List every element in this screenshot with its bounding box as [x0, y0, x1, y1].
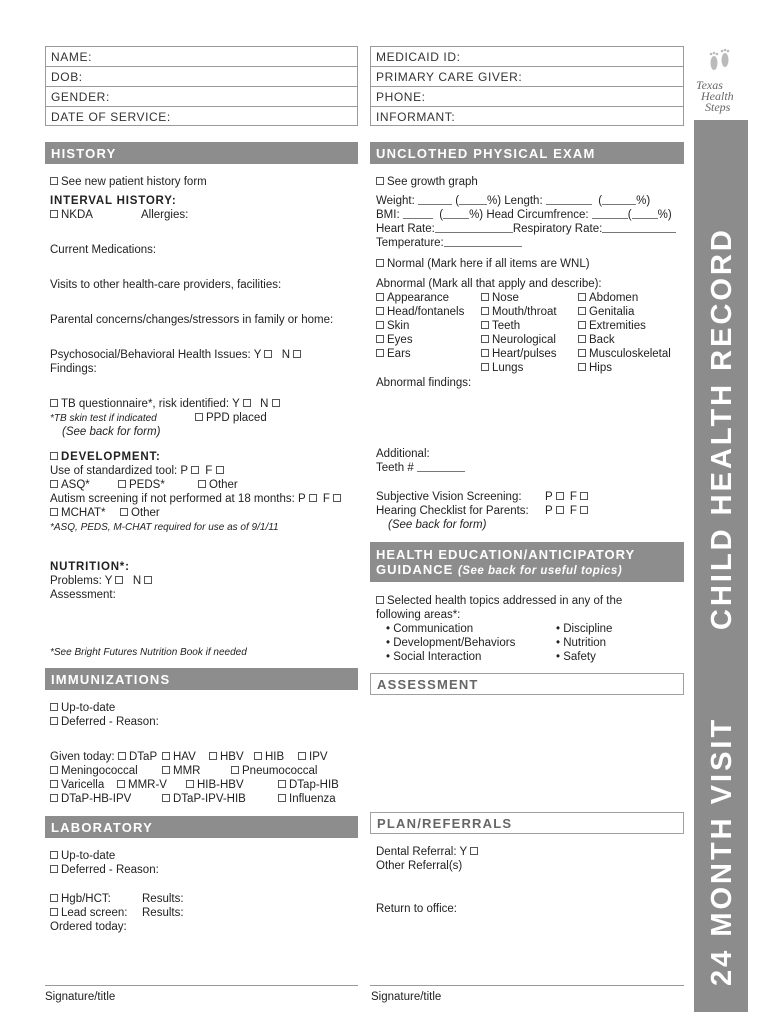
checkbox[interactable]	[50, 766, 58, 774]
psychosocial-label: Psychosocial/Behavioral Health Issues: Y N	[50, 348, 304, 362]
dental-referral[interactable]: Dental Referral: Y	[376, 845, 481, 859]
checkbox[interactable]	[481, 349, 489, 357]
education-header-line1: HEALTH EDUCATION/ANTICIPATORY	[376, 547, 636, 562]
checkbox[interactable]	[162, 766, 170, 774]
child-health-record-title: CHILD HEALTH RECORD	[706, 227, 738, 630]
checkbox[interactable]	[309, 494, 317, 502]
growth-graph-option[interactable]: See growth graph	[376, 175, 478, 189]
checkbox[interactable]	[556, 506, 564, 514]
checkbox[interactable]	[376, 321, 384, 329]
heart-resp-line: Heart Rate: Respiratory Rate:	[376, 222, 676, 236]
autism-screening: Autism screening if not performed at 18 months: P F	[50, 492, 344, 506]
texas-health-steps-logo	[694, 46, 748, 120]
exam-lungs[interactable]: Lungs	[481, 361, 523, 375]
vaccine-ipv[interactable]: IPV	[298, 750, 328, 764]
exam-heart-pulses[interactable]: Heart/pulses	[481, 347, 557, 361]
additional-label: Additional:	[376, 448, 430, 460]
checkbox[interactable]	[50, 452, 58, 460]
hgb-hct-option[interactable]: Hgb/HCT:	[50, 892, 111, 906]
given-today-label: Given today:	[50, 751, 115, 763]
findings-label: Findings:	[50, 363, 97, 375]
checkbox[interactable]	[50, 717, 58, 725]
logo-text-texas: Texas	[696, 78, 723, 92]
checkbox[interactable]	[580, 492, 588, 500]
checkbox[interactable]	[578, 363, 586, 371]
topic-discipline: • Discipline	[556, 623, 613, 635]
primary-care-giver-field[interactable]: PRIMARY CARE GIVER:	[371, 67, 683, 87]
checkbox[interactable]	[209, 752, 217, 760]
checkbox[interactable]	[50, 894, 58, 902]
selected-topics-option[interactable]: Selected health topics addressed in any of the	[376, 594, 622, 608]
mchat-option[interactable]: MCHAT*	[50, 506, 106, 520]
lead-results-label: Results:	[142, 907, 184, 919]
normal-option[interactable]: Normal (Mark here if all items are WNL)	[376, 257, 590, 271]
nutrition-label: NUTRITION*:	[50, 561, 130, 573]
vaccine-hbv[interactable]: HBV	[209, 750, 244, 764]
exam-head-fontanels[interactable]: Head/fontanels	[376, 305, 464, 319]
checkbox[interactable]	[278, 794, 286, 802]
current-medications-label: Current Medications:	[50, 244, 157, 256]
exam-extremities[interactable]: Extremities	[578, 319, 646, 333]
checkbox[interactable]	[117, 780, 125, 788]
exam-ears[interactable]: Ears	[376, 347, 411, 361]
patient-info-left	[45, 46, 358, 126]
name-field[interactable]: NAME:	[46, 47, 357, 67]
checkbox[interactable]	[198, 480, 206, 488]
informant-field[interactable]: INFORMANT:	[376, 110, 456, 124]
checkbox[interactable]	[580, 506, 588, 514]
dob-field[interactable]: DOB:	[46, 67, 357, 87]
lab-deferred-option[interactable]: Deferred - Reason:	[50, 863, 159, 877]
checkbox[interactable]	[50, 508, 58, 516]
vaccine-mmr-v[interactable]: MMR-V	[117, 778, 167, 792]
development-note: *ASQ, PEDS, M-CHAT required for use as of 9/1/11	[50, 522, 279, 533]
checkbox[interactable]	[293, 350, 301, 358]
checkbox[interactable]	[376, 349, 384, 357]
patient-info-right	[370, 46, 684, 126]
nutrition-problems: Problems: Y N	[50, 574, 155, 588]
exam-neurological[interactable]: Neurological	[481, 333, 556, 347]
other-autism-option[interactable]: Other	[120, 506, 160, 520]
exam-mouth-throat[interactable]: Mouth/throat	[481, 305, 557, 319]
return-to-office-label: Return to office:	[376, 903, 457, 915]
checkbox[interactable]	[50, 794, 58, 802]
checkbox[interactable]	[278, 780, 286, 788]
checkbox[interactable]	[216, 466, 224, 474]
lead-screen-option[interactable]: Lead screen:	[50, 906, 128, 920]
exam-musculoskeletal[interactable]: Musculoskeletal	[578, 347, 671, 361]
checkbox[interactable]	[376, 259, 384, 267]
ppd-option[interactable]: PPD placed	[195, 411, 267, 425]
vaccine-influenza[interactable]: Influenza	[278, 792, 336, 806]
parental-concerns-label: Parental concerns/changes/stressors in family or home:	[50, 314, 334, 326]
checkbox[interactable]	[298, 752, 306, 760]
topic-development-behaviors: • Development/Behaviors	[386, 637, 516, 649]
laboratory-header: LABORATORY	[45, 816, 358, 838]
checkbox[interactable]	[243, 399, 251, 407]
vaccine-hav[interactable]: HAV	[162, 750, 196, 764]
checkbox[interactable]	[144, 576, 152, 584]
exam-see-back-form: (See back for form)	[388, 519, 487, 531]
checkbox[interactable]	[376, 293, 384, 301]
peds-option[interactable]: PEDS*	[118, 478, 165, 492]
exam-abdomen[interactable]: Abdomen	[578, 291, 638, 305]
hearing-checklist-label: Hearing Checklist for Parents:	[376, 505, 529, 517]
asq-option[interactable]: ASQ*	[50, 478, 90, 492]
topic-communication: • Communication	[386, 623, 474, 635]
interval-history-label: INTERVAL HISTORY:	[50, 195, 177, 207]
teeth-count: Teeth #	[376, 461, 465, 475]
exam-teeth[interactable]: Teeth	[481, 319, 520, 333]
checkbox[interactable]	[195, 413, 203, 421]
checkbox[interactable]	[470, 847, 478, 855]
signature-line-right	[370, 985, 684, 986]
nutrition-note: *See Bright Futures Nutrition Book if needed	[50, 647, 247, 658]
hearing-pf[interactable]: P F	[545, 504, 591, 518]
date-of-service-field[interactable]: DATE OF SERVICE:	[51, 110, 171, 124]
checkbox[interactable]	[264, 350, 272, 358]
vaccine-dtap-hb-ipv[interactable]: DTaP-HB-IPV	[50, 792, 131, 806]
tb-note: *TB skin test if indicated	[50, 413, 157, 424]
vaccine-dtap-ipv-hib[interactable]: DTaP-IPV-HIB	[162, 792, 246, 806]
checkbox[interactable]	[50, 780, 58, 788]
checkbox[interactable]	[50, 399, 58, 407]
ordered-today-label: Ordered today:	[50, 921, 127, 933]
checkbox[interactable]	[578, 321, 586, 329]
checkbox[interactable]	[578, 335, 586, 343]
allergies-label: Allergies:	[141, 209, 189, 221]
checkbox[interactable]	[578, 293, 586, 301]
vision-pf[interactable]: P F	[545, 490, 591, 504]
see-back-form: (See back for form)	[62, 426, 161, 438]
exam-eyes[interactable]: Eyes	[376, 333, 413, 347]
checkbox[interactable]	[118, 752, 126, 760]
imm-up-to-date-option[interactable]: Up-to-date	[50, 701, 115, 715]
phone-field[interactable]: PHONE:	[371, 87, 683, 107]
bmi-head-line: BMI: ( %) Head Circumfrence: ( %)	[376, 209, 672, 221]
checkbox[interactable]	[481, 321, 489, 329]
checkbox[interactable]	[50, 480, 58, 488]
weight-length-line: Weight: ( %) Length: ( %)	[376, 195, 651, 207]
visits-label: Visits to other health-care providers, facilities:	[50, 279, 282, 291]
exam-genitalia[interactable]: Genitalia	[578, 305, 634, 319]
physical-exam-header: UNCLOTHED PHYSICAL EXAM	[370, 142, 684, 164]
checkbox[interactable]	[118, 480, 126, 488]
checkbox[interactable]	[376, 177, 384, 185]
checkbox[interactable]	[191, 466, 199, 474]
nutrition-assessment-label: Assessment:	[50, 589, 116, 601]
checkbox[interactable]	[254, 752, 262, 760]
vaccine-mmr[interactable]: MMR	[162, 764, 200, 778]
temperature-line: Temperature:	[376, 236, 522, 250]
checkbox[interactable]	[50, 177, 58, 185]
exam-skin[interactable]: Skin	[376, 319, 409, 333]
signature-label-right: Signature/title	[371, 991, 442, 1003]
medicaid-id-field[interactable]: MEDICAID ID:	[371, 47, 683, 67]
checkbox[interactable]	[120, 508, 128, 516]
checkbox[interactable]	[376, 335, 384, 343]
vaccine-hib-hbv[interactable]: HIB-HBV	[186, 778, 244, 792]
checkbox[interactable]	[115, 576, 123, 584]
see-history-form-option[interactable]: See new patient history form	[50, 175, 207, 189]
checkbox[interactable]	[376, 307, 384, 315]
logo-text-health: Health	[701, 89, 734, 103]
following-areas-label: following areas*:	[376, 609, 461, 621]
checkbox[interactable]	[272, 399, 280, 407]
health-education-header	[370, 542, 684, 582]
plan-referrals-header: PLAN/REFERRALS	[370, 812, 684, 834]
nkda-option[interactable]: NKDA	[50, 208, 93, 222]
vision-screening-label: Subjective Vision Screening:	[376, 491, 522, 503]
education-header-line2: GUIDANCE (See back for useful topics)	[376, 562, 623, 577]
imm-deferred-option[interactable]: Deferred - Reason:	[50, 715, 159, 729]
checkbox[interactable]	[481, 335, 489, 343]
checkbox[interactable]	[50, 210, 58, 218]
abnormal-label: Abnormal (Mark all that apply and describe):	[376, 278, 602, 290]
checkbox[interactable]	[578, 307, 586, 315]
checkbox[interactable]	[186, 780, 194, 788]
checkbox[interactable]	[578, 349, 586, 357]
checkbox[interactable]	[376, 596, 384, 604]
topic-nutrition: • Nutrition	[556, 637, 607, 649]
title-sideband	[694, 46, 748, 1012]
vaccine-pneumococcal[interactable]: Pneumococcal	[231, 764, 317, 778]
gender-field[interactable]: GENDER:	[46, 87, 357, 107]
checkbox[interactable]	[50, 865, 58, 873]
vaccine-meningococcal[interactable]: Meningococcal	[50, 764, 138, 778]
checkbox[interactable]	[231, 766, 239, 774]
topic-social-interaction: • Social Interaction	[386, 651, 482, 663]
checkbox[interactable]	[481, 293, 489, 301]
logo-text-steps: Steps	[705, 100, 731, 114]
signature-line-left	[45, 985, 358, 986]
signature-label-left: Signature/title	[45, 991, 116, 1003]
vaccine-varicella[interactable]: Varicella	[50, 778, 104, 792]
development-label[interactable]: DEVELOPMENT:	[50, 450, 161, 464]
visit-title: 24 MONTH VISIT	[706, 716, 738, 986]
checkbox[interactable]	[556, 492, 564, 500]
other-tool-option[interactable]: Other	[198, 478, 238, 492]
standardized-tool: Use of standardized tool: P F	[50, 464, 227, 478]
vaccine-dtap[interactable]: DTaP	[118, 750, 157, 764]
checkbox[interactable]	[162, 752, 170, 760]
checkbox[interactable]	[481, 307, 489, 315]
checkbox[interactable]	[50, 851, 58, 859]
checkbox[interactable]	[481, 363, 489, 371]
exam-appearance[interactable]: Appearance	[376, 291, 449, 305]
lab-up-to-date-option[interactable]: Up-to-date	[50, 849, 115, 863]
assessment-header: ASSESSMENT	[370, 673, 684, 695]
tb-questionnaire[interactable]: TB questionnaire*, risk identified: Y N	[50, 397, 283, 411]
exam-back[interactable]: Back	[578, 333, 615, 347]
exam-nose[interactable]: Nose	[481, 291, 519, 305]
history-header: HISTORY	[45, 142, 358, 164]
checkbox[interactable]	[333, 494, 341, 502]
topic-safety: • Safety	[556, 651, 596, 663]
vaccine-dtap-hib[interactable]: DTap-HIB	[278, 778, 339, 792]
vaccine-hib[interactable]: HIB	[254, 750, 284, 764]
checkbox[interactable]	[50, 908, 58, 916]
abnormal-findings-label: Abnormal findings:	[376, 377, 472, 389]
checkbox[interactable]	[162, 794, 170, 802]
immunizations-header: IMMUNIZATIONS	[45, 668, 358, 690]
exam-hips[interactable]: Hips	[578, 361, 612, 375]
hgb-results-label: Results:	[142, 893, 184, 905]
checkbox[interactable]	[50, 703, 58, 711]
other-referrals-label: Other Referral(s)	[376, 860, 463, 872]
